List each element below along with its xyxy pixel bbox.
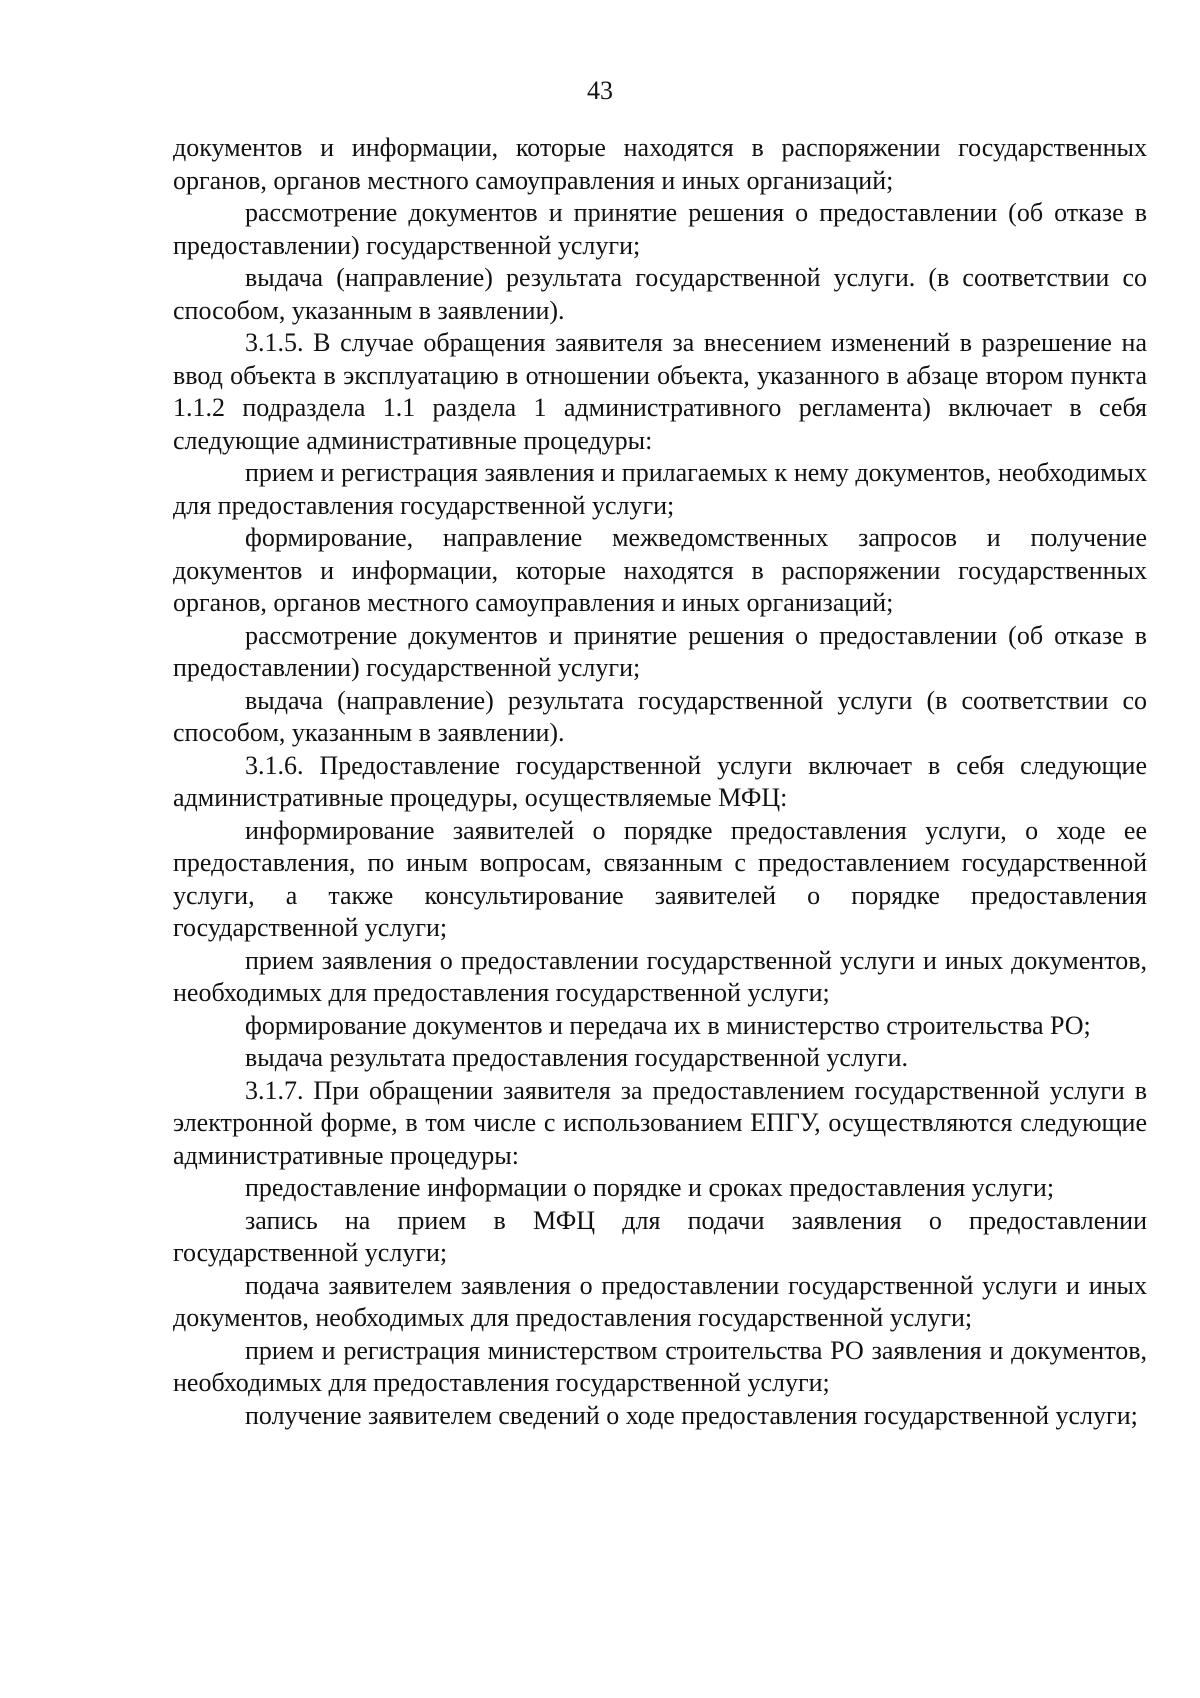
paragraph-3: выдача (направление) результата государственной услуги. (в соответствии со способом, указанным в заявлении). (173, 263, 1147, 325)
paragraph-18: прием и регистрация министерством строительства РО заявления и документов, необходимых для предоставления государственной услуги; (173, 1335, 1147, 1397)
paragraph-5: прием и регистрация заявления и прилагаемых к нему документов, необходимых для предоставления государственной услуги; (173, 458, 1147, 520)
paragraph-11: прием заявления о предоставлении государственной услуги и иных документов, необходимых для предоставления государственной услуги; (173, 945, 1147, 1007)
paragraph-7: рассмотрение документов и принятие решения о предоставлении (об отказе в предоставлении) государственной услуги; (173, 620, 1147, 682)
paragraph-15: предоставление информации о порядке и сроках предоставления услуги; (245, 1173, 1055, 1202)
paragraph-9: 3.1.6. Предоставление государственной услуги включает в себя следующие административные процедуры, осуществляемые МФЦ: (173, 750, 1147, 812)
paragraph-12: формирование документов и передача их в министерство строительства РО; (245, 1010, 1091, 1040)
paragraph-6: формирование, направление межведомственных запросов и получение документов и информации, которые находятся в распоряжении государственных органов, органов местного самоуправления и иных организаций; (173, 523, 1147, 617)
paragraph-10: информирование заявителей о порядке предоставления услуги, о ходе ее предоставления, по иным вопросам, связанным с предоставлением государственной услуги, а также консультирование заявителей о порядке предоставления государственной услуги; (173, 815, 1147, 942)
paragraph-19: получение заявителем сведений о ходе предоставления государственной услуги; (245, 1400, 1138, 1430)
page-number: 43 (587, 76, 613, 105)
paragraph-14: 3.1.7. При обращении заявителя за предоставлением государственной услуги в электронной форме, в том числе с использованием ЕПГУ, осуществляются следующие административные процедуры: (173, 1075, 1147, 1170)
paragraph-1: документов и информации, которые находятся в распоряжении государственных органов, органов местного самоуправления и иных организаций; (173, 133, 1147, 195)
paragraph-13: выдача результата предоставления государственной услуги. (245, 1043, 909, 1072)
paragraph-17: подача заявителем заявления о предоставлении государственной услуги и иных документов, необходимых для предоставления государственной услуги; (173, 1270, 1147, 1332)
paragraph-2: рассмотрение документов и принятие решения о предоставлении (об отказе в предоставлении) государственной услуги; (173, 198, 1147, 260)
paragraph-4: 3.1.5. В случае обращения заявителя за внесением изменений в разрешение на ввод объекта в эксплуатацию в отношении объекта, указанного в абзаце втором пункта 1.1.2 подраздела 1.1 раздела 1 административного регламента) включает в себя следующие административные процедуры: (173, 328, 1147, 455)
paragraph-8: выдача (направление) результата государственной услуги (в соответствии со способом, указанным в заявлении). (173, 685, 1147, 747)
paragraph-16: запись на прием в МФЦ для подачи заявления о предоставлении государственной услуги; (173, 1205, 1147, 1267)
document-body (173, 132, 1147, 1432)
